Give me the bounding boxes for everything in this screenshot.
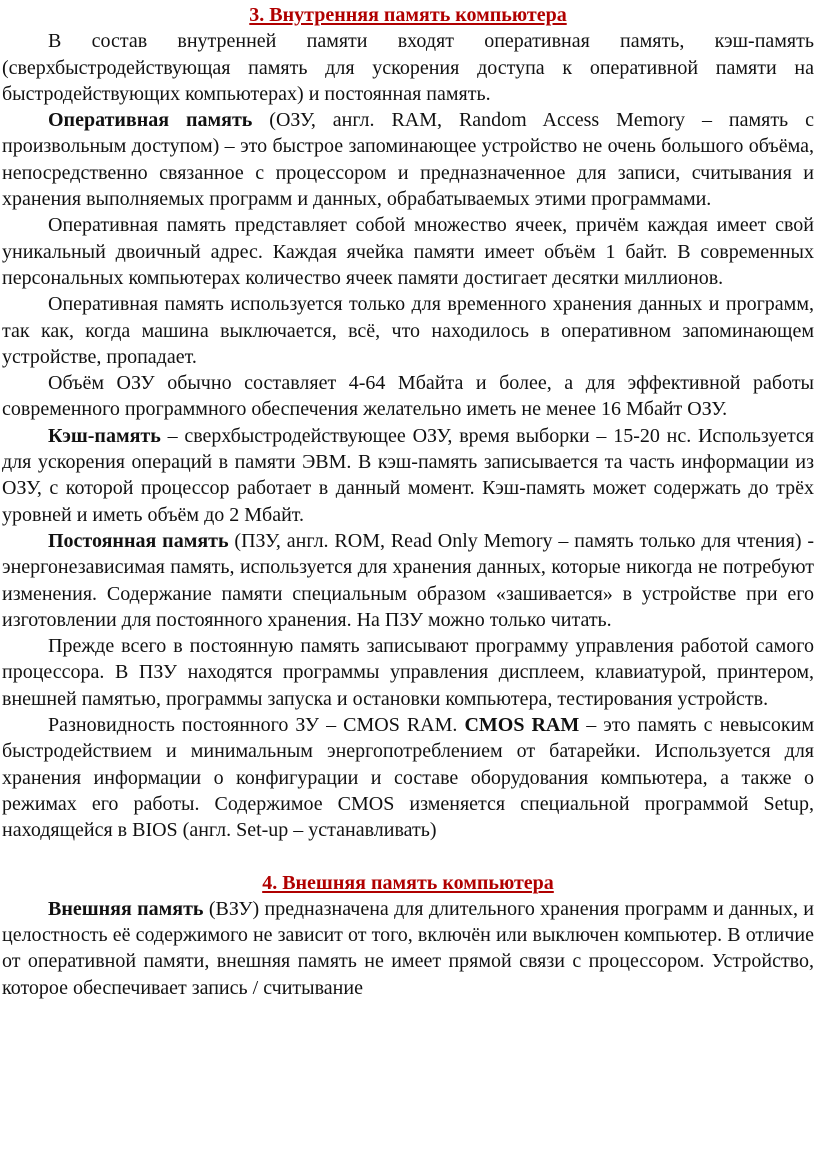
paragraph-internal-memory-intro (2, 28, 814, 107)
section-4-heading: 4. Внешняя память компьютера (262, 871, 554, 894)
paragraph-ram-volatile (2, 291, 814, 370)
term-rom: Постоянная память (48, 529, 229, 552)
section-3-heading: 3. Внутренняя память компьютера (249, 4, 567, 26)
paragraph-cmos-ram (2, 712, 814, 843)
paragraph-text: – сверхбыстродействующее ОЗУ, время выборки – 15-20 нс. Используется для ускорения операций в памяти ЭВМ. В кэш-память записывается та часть информации из ОЗУ, с которой процессор работает в данный момент. Кэш-память может содержать до трёх уровней и иметь объём до 2 Мбайт. (2, 424, 814, 526)
paragraph-rom-definition (2, 528, 814, 633)
paragraph-ram-size (2, 370, 814, 423)
paragraph-ram-cells (2, 212, 814, 291)
paragraph-text: В состав внутренней памяти входят оперативная память, кэш-память (сверхбыстродействующая память для ускорения доступа к оперативной памяти на быстродействующих компьютерах) и постоянная память. (2, 30, 814, 105)
paragraph-text: (ВЗУ) предназначена для длительного хранения программ и данных, и целостность её содержимого не зависит от того, включён или выключен компьютер. В отличие от оперативной памяти, внешняя память не имеет прямой связи с процессором. Устройство, которое обеспечивает запись / считывание (2, 897, 814, 999)
term-cmos-ram: CMOS RAM (464, 714, 580, 737)
term-ram: Оперативная память (48, 109, 253, 132)
paragraph-external-memory-definition (2, 896, 814, 1001)
paragraph-text: Разновидность постоянного ЗУ – CMOS RAM. (48, 714, 465, 737)
paragraph-text: – это память с невысоким быстродействием и минимальным энергопотреблением от батарейки. Используется для хранения информации о конфигурации и составе оборудования компьютера, а также о режимах его работы. Содержимое CMOS изменяется специальной программой Setup, находящейся в BIOS (англ. Set-up – устанавливать) (2, 714, 814, 842)
paragraph-text: Оперативная память представляет собой множество ячеек, причём каждая имеет свой уникальный двоичный адрес. Каждая ячейка памяти имеет объём 1 байт. В современных персональных компьютерах количество ячеек памяти достигает десятки миллионов. (2, 214, 814, 289)
term-external-memory: Внешняя память (48, 897, 204, 920)
term-cache: Кэш-память (48, 424, 161, 447)
paragraph-ram-definition (2, 107, 814, 212)
paragraph-text: (ПЗУ, англ. ROM, Read Only Memory – память только для чтения) - энергонезависимая память, используется для хранения данных, которые никогда не потребуют изменения. Содержание памяти специальным образом «зашивается» в устройстве при его изготовлении для постоянного хранения. На ПЗУ можно только читать. (2, 529, 815, 631)
paragraph-text: Прежде всего в постоянную память записывают программу управления работой самого процессора. В ПЗУ находятся программы управления дисплеем, клавиатурой, принтером, внешней памятью, программы запуска и остановки компьютера, тестирования устройств. (2, 635, 814, 710)
paragraph-text: Оперативная память используется только для временного хранения данных и программ, так как, когда машина выключается, всё, что находилось в оперативном запоминающем устройстве, пропадает. (2, 293, 814, 368)
paragraph-text: Объём ОЗУ обычно составляет 4-64 Мбайта и более, а для эффективной работы современного программного обеспечения желательно иметь не менее 16 Мбайт ОЗУ. (2, 372, 814, 421)
paragraph-rom-contents (2, 633, 814, 712)
paragraph-cache-definition (2, 423, 814, 528)
paragraph-text: (ОЗУ, англ. RAM, Random Access Memory – память с произвольным доступом) – это быстрое запоминающее устройство не очень большого объёма, непосредственно связанное с процессором и предназначенное для записи, считывания и хранения выполняемых программ и данных, обрабатываемых этими программами. (2, 109, 814, 211)
